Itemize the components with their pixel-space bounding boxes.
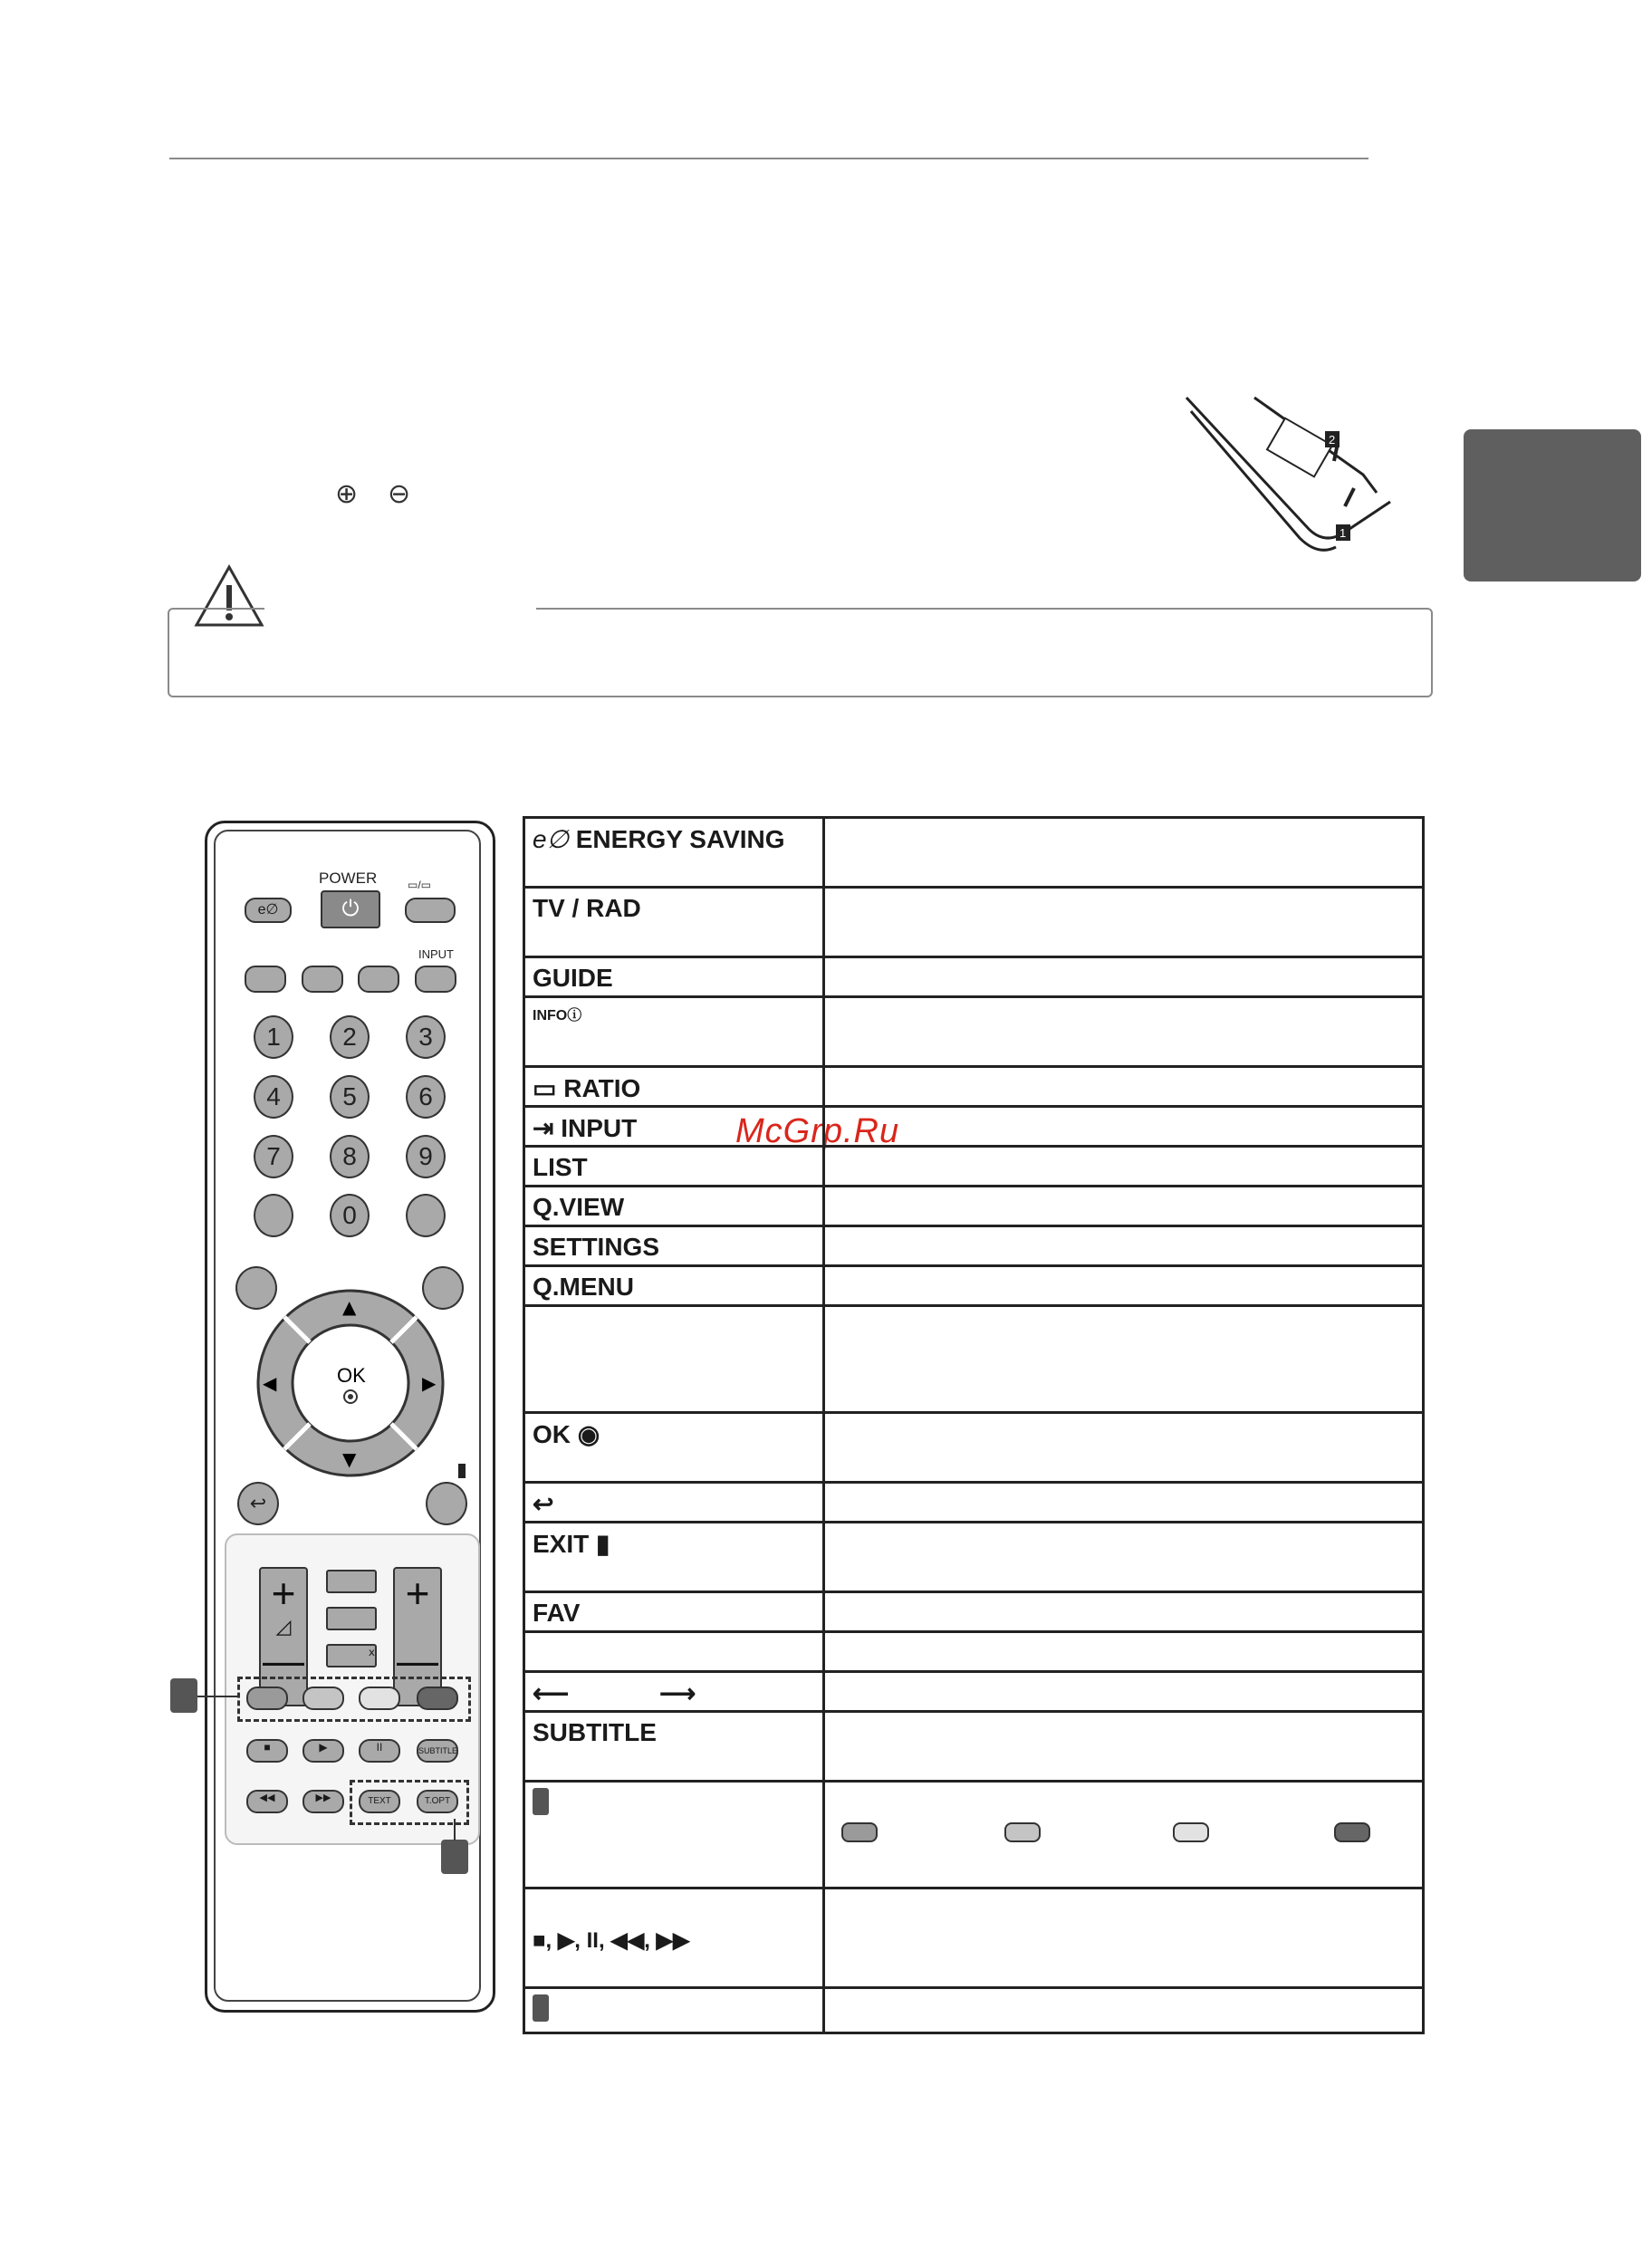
- table-row: [524, 1672, 1424, 1712]
- power-button[interactable]: ⏻: [321, 890, 380, 928]
- table-value-cell: [824, 997, 1424, 1067]
- number-3-button[interactable]: 3: [406, 1015, 446, 1059]
- row-key: OK: [533, 1420, 571, 1448]
- tv-rad-label: ▭/▭: [408, 879, 432, 891]
- table-value-cell: [824, 1988, 1424, 2033]
- row-key: INPUT: [561, 1114, 638, 1142]
- table-value-cell: [824, 1592, 1424, 1632]
- table-value-cell: [824, 1483, 1424, 1523]
- input-label: INPUT: [418, 947, 454, 961]
- caution-box-gap: [264, 605, 536, 610]
- row-key: RATIO: [563, 1074, 641, 1102]
- number-0-button[interactable]: 0: [330, 1194, 370, 1237]
- table-value-cell: [824, 1147, 1424, 1187]
- yellow-key-icon: [1173, 1822, 1209, 1842]
- ok-button[interactable]: OK: [337, 1364, 366, 1387]
- table-row: [524, 1067, 1424, 1107]
- table-row: [524, 1523, 1424, 1592]
- play-button[interactable]: ▶: [302, 1739, 344, 1763]
- ratio-button[interactable]: [358, 966, 399, 993]
- number-1-button[interactable]: 1: [254, 1015, 293, 1059]
- callout-marker-2-icon: [533, 1994, 549, 2022]
- page-minus-icon: —: [397, 1637, 438, 1684]
- table-value-cell: [824, 1067, 1424, 1107]
- energy-saving-icon: e∅: [533, 825, 576, 853]
- table-row: [524, 1306, 1424, 1413]
- table-key-cell: TV / RAD: [524, 888, 824, 957]
- table-value-cell: [824, 957, 1424, 997]
- red-key-icon: [841, 1822, 878, 1842]
- blue-key-icon: [1334, 1822, 1370, 1842]
- table-value-cell: [824, 1888, 1424, 1988]
- blue-button[interactable]: [417, 1687, 458, 1710]
- guide-button[interactable]: [245, 966, 286, 993]
- pause-button[interactable]: II: [359, 1739, 400, 1763]
- number-8-button[interactable]: 8: [330, 1135, 370, 1178]
- table-row: [524, 1107, 1424, 1147]
- table-value-cell: [824, 1306, 1424, 1413]
- green-button[interactable]: [302, 1687, 344, 1710]
- table-row: [524, 1632, 1424, 1672]
- table-key-cell: [524, 1306, 824, 1413]
- volume-minus-icon: —: [263, 1637, 304, 1684]
- battery-cover-illustration: [1182, 393, 1399, 574]
- rewind-button[interactable]: ◀◀: [246, 1790, 288, 1813]
- stop-button[interactable]: ■: [246, 1739, 288, 1763]
- exit-door-icon: [458, 1464, 466, 1478]
- table-key-cell: [524, 1067, 824, 1107]
- table-value-cell: [824, 1413, 1424, 1483]
- table-key-cell: FAV: [524, 1592, 824, 1632]
- number-2-button[interactable]: 2: [330, 1015, 370, 1059]
- table-value-cell: [824, 1672, 1424, 1712]
- table-key-cell: SUBTITLE: [524, 1712, 824, 1782]
- row-key: INFO: [533, 1008, 568, 1023]
- table-row: [524, 1712, 1424, 1782]
- table-row: [524, 1226, 1424, 1266]
- t-opt-button[interactable]: T.OPT: [417, 1790, 458, 1813]
- button-reference-table: [523, 816, 1425, 2034]
- table-row: [524, 1413, 1424, 1483]
- callout-line-1: [197, 1696, 237, 1697]
- table-key-cell: [524, 1782, 824, 1888]
- volume-plus-icon: +: [271, 1570, 296, 1617]
- navigation-pad[interactable]: [255, 1288, 446, 1478]
- yellow-button[interactable]: [359, 1687, 400, 1710]
- number-5-button[interactable]: 5: [330, 1075, 370, 1119]
- chapter-tab: [1464, 429, 1641, 581]
- table-value-cell: [824, 1107, 1424, 1147]
- input-button[interactable]: [415, 966, 456, 993]
- subtitle-button[interactable]: SUBTITLE: [417, 1739, 458, 1763]
- table-row: [524, 997, 1424, 1067]
- up-arrow-icon[interactable]: ▲: [342, 1296, 357, 1318]
- table-key-cell: Q.VIEW: [524, 1187, 824, 1226]
- table-value-cell: [824, 1782, 1424, 1888]
- mute-button[interactable]: ⅹ: [326, 1644, 377, 1667]
- table-key-cell: [524, 1413, 824, 1483]
- callout-marker-2: [441, 1840, 468, 1874]
- table-row: [524, 1888, 1424, 1988]
- back-icon: ↩: [533, 1490, 554, 1518]
- number-6-button[interactable]: 6: [406, 1075, 446, 1119]
- table-value-cell: [824, 1523, 1424, 1592]
- table-row: [524, 1782, 1424, 1888]
- text-button[interactable]: TEXT: [359, 1790, 400, 1813]
- table-key-cell: [524, 1523, 824, 1592]
- ratio-icon: ▭: [533, 1074, 564, 1102]
- input-icon: ⇥: [533, 1114, 562, 1142]
- number-7-button[interactable]: 7: [254, 1135, 293, 1178]
- top-divider: [169, 158, 1368, 159]
- down-arrow-icon[interactable]: ▼: [342, 1448, 357, 1470]
- table-key-cell: [524, 1107, 824, 1147]
- right-arrow-icon[interactable]: ▶: [422, 1372, 437, 1394]
- callout-marker-1: [170, 1678, 197, 1713]
- table-row: [524, 1988, 1424, 2033]
- table-key-cell: SETTINGS: [524, 1226, 824, 1266]
- page-right-icon: ⟶: [659, 1679, 696, 1707]
- table-row: [524, 818, 1424, 888]
- exit-door-icon: ▮: [589, 1530, 610, 1558]
- table-row: [524, 1266, 1424, 1306]
- callout-line-2: [454, 1819, 456, 1840]
- step-2-badge: 2: [1329, 433, 1336, 447]
- info-icon: ⓘ: [567, 1008, 582, 1023]
- table-value-cell: [824, 1632, 1424, 1672]
- red-button[interactable]: [246, 1687, 288, 1710]
- tv-rad-button[interactable]: [405, 898, 456, 923]
- watermark: McGrp.Ru: [735, 1112, 900, 1150]
- table-key-cell: Q.MENU: [524, 1266, 824, 1306]
- row-key: ENERGY SAVING: [575, 825, 785, 853]
- green-key-icon: [1004, 1822, 1041, 1842]
- page-left-icon: ⟵: [533, 1679, 570, 1707]
- info-button[interactable]: [302, 966, 343, 993]
- page-rocker-gap: [395, 1618, 440, 1636]
- row-key: EXIT: [533, 1530, 590, 1558]
- table-value-cell: [824, 818, 1424, 888]
- table-value-cell: [824, 1187, 1424, 1226]
- caution-box: [168, 608, 1433, 697]
- table-value-cell: [824, 888, 1424, 957]
- power-label: POWER: [319, 870, 378, 887]
- table-key-cell: GUIDE: [524, 957, 824, 997]
- callout-marker-1-icon: [533, 1788, 549, 1815]
- number-9-button[interactable]: 9: [406, 1135, 446, 1178]
- table-key-cell: LIST: [524, 1147, 824, 1187]
- table-row: [524, 888, 1424, 957]
- table-row: [524, 1187, 1424, 1226]
- minus-terminal-icon: ⊖: [388, 479, 411, 509]
- table-row: [524, 1147, 1424, 1187]
- table-row: [524, 1592, 1424, 1632]
- fav-2-button[interactable]: [326, 1607, 377, 1630]
- table-key-cell: [524, 818, 824, 888]
- q-view-button[interactable]: [406, 1194, 446, 1237]
- table-key-cell: [524, 997, 824, 1067]
- table-key-cell: [524, 1988, 824, 2033]
- table-key-cell: [524, 1483, 824, 1523]
- fav-button[interactable]: [326, 1570, 377, 1593]
- list-button[interactable]: [254, 1194, 293, 1237]
- table-value-cell: [824, 1266, 1424, 1306]
- exit-button[interactable]: [426, 1482, 467, 1525]
- volume-ramp-icon: ◿: [275, 1615, 292, 1638]
- left-arrow-icon[interactable]: ◀: [263, 1372, 277, 1394]
- table-key-cell: ■, ▶, II, ◀◀, ▶▶: [524, 1888, 824, 1988]
- table-key-cell: [524, 1632, 824, 1672]
- table-row: [524, 957, 1424, 997]
- back-button[interactable]: ↩: [237, 1482, 279, 1525]
- step-1-badge: 1: [1340, 526, 1347, 540]
- energy-saving-button[interactable]: e∅: [245, 898, 292, 923]
- table-row: [524, 1483, 1424, 1523]
- table-value-cell: [824, 1712, 1424, 1782]
- ok-dot-icon: ◉: [571, 1420, 600, 1448]
- fast-forward-button[interactable]: ▶▶: [302, 1790, 344, 1813]
- page-plus-icon: +: [405, 1570, 430, 1617]
- plus-terminal-icon: ⊕: [335, 479, 359, 509]
- number-4-button[interactable]: 4: [254, 1075, 293, 1119]
- table-value-cell: [824, 1226, 1424, 1266]
- table-key-cell: [524, 1672, 824, 1712]
